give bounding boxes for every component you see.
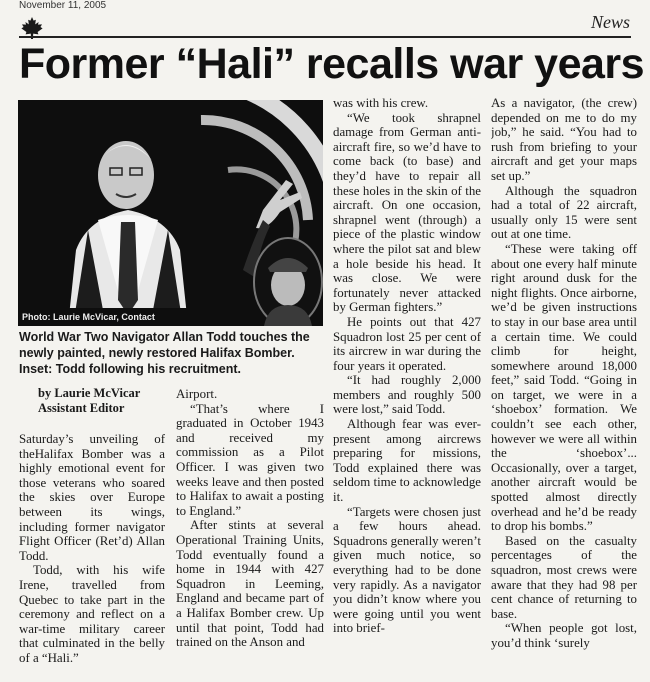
article-column-1: [19, 432, 165, 682]
paragraph: “Targets were chosen just a few hours ahead. Squadrons generally weren’t given much notice, so everything had to be done very rapidly. As a navigator you didn’t know where you were going until you went into brief-: [333, 504, 481, 636]
header-rule: [19, 36, 631, 38]
article-photo: [18, 100, 323, 326]
article-column-2: [176, 387, 324, 682]
paragraph: “It had roughly 2,000 members and roughly 500 were lost,” said Todd.: [333, 373, 481, 417]
paragraph: After stints at several Operational Training Units, Todd eventually found a home in 1944 with 427 Squadron in Leeming, England and became part of a Halifax Bomber crew. Up until that point, Todd had trained on the Anson and: [176, 518, 324, 650]
headline: Former “Hali” recalls war years: [19, 40, 645, 88]
paragraph: was with his crew.: [333, 96, 429, 110]
paragraph: As a navigator, (the crew) depended on me to do my job,” he said. “You had to rush from briefing to your aircraft and get your maps set up.”: [491, 96, 637, 183]
paragraph: “That’s where I graduated in October 1943 and received my commission as a Pilot Officer. I was given two weeks leave and then posted to Halifax to await a posting to England.”: [176, 401, 324, 518]
byline-author: by Laurie McVicar: [38, 386, 141, 400]
photo-illustration: [18, 100, 323, 326]
byline-title: Assistant Editor: [38, 401, 125, 415]
paragraph: Todd, with his wife Irene, travelled from Quebec to take part in the ceremony and reflect on a war-time military career that culminated in the belly of a “Hali.”: [19, 563, 165, 665]
paragraph: Airport.: [176, 387, 218, 401]
article-column-4: [491, 96, 637, 682]
issue-date: November 11, 2005: [19, 0, 107, 11]
photo-credit: Photo: Laurie McVicar, Contact: [22, 312, 155, 322]
paragraph: Although fear was ever-present among aircrews preparing for missions, Todd explained there was seldom time to acknowledge it.: [333, 417, 481, 505]
paragraph: He points out that 427 Squadron lost 25 per cent of its aircrew in war during the four years it operated.: [333, 314, 481, 373]
paragraph: Saturday’s unveiling of theHalifax Bomber was a highly emotional event for those veterans who soared the skies over Europe between its wings, including former navigator Flight Officer (Ret’d) Allan Todd.: [19, 432, 165, 563]
paragraph: “These were taking off about one every half minute right around dusk for the night flights. Once airborne, we’d be given instructions to stay in our base area until a certain time. We could climb for height, somewhere around 18,000 feet,” said Todd. “Going in on target, we were in a ‘shoebox’ formation. We couldn’t see each other, however we were all within the ‘shoebox’... Occasionally, over a target, another aircraft would be spotted almost directly overhead and he’d be ready to drop his bombs.”: [491, 241, 637, 534]
section-label: News: [590, 12, 630, 32]
paragraph: Although the squadron had a total of 22 aircraft, usually only 15 were sent out at one time.: [491, 183, 637, 242]
article-column-3: [333, 96, 481, 682]
photo-caption: World War Two Navigator Allan Todd touches the newly painted, newly restored Halifax Bomber. Inset: Todd following his recruitment.: [19, 330, 310, 376]
byline: [38, 386, 178, 416]
paragraph: “We took shrapnel damage from German anti-aircraft fire, so we’d have to come back (to base) and they’d have to repair all these holes in the skin of the aircraft. On one occasion, shrapnel went (through) a piece of the plastic window where the pilot sat and blew a hole beside his head. It was close. We were fortunately never attacked by German fighters.”: [333, 110, 481, 315]
paragraph: “When people got lost, you’d think ‘surely: [491, 621, 637, 650]
paragraph: Based on the casualty percentages of the squadron, most crews were aware that they had 98 per cent chance of returning to base.: [491, 533, 637, 621]
